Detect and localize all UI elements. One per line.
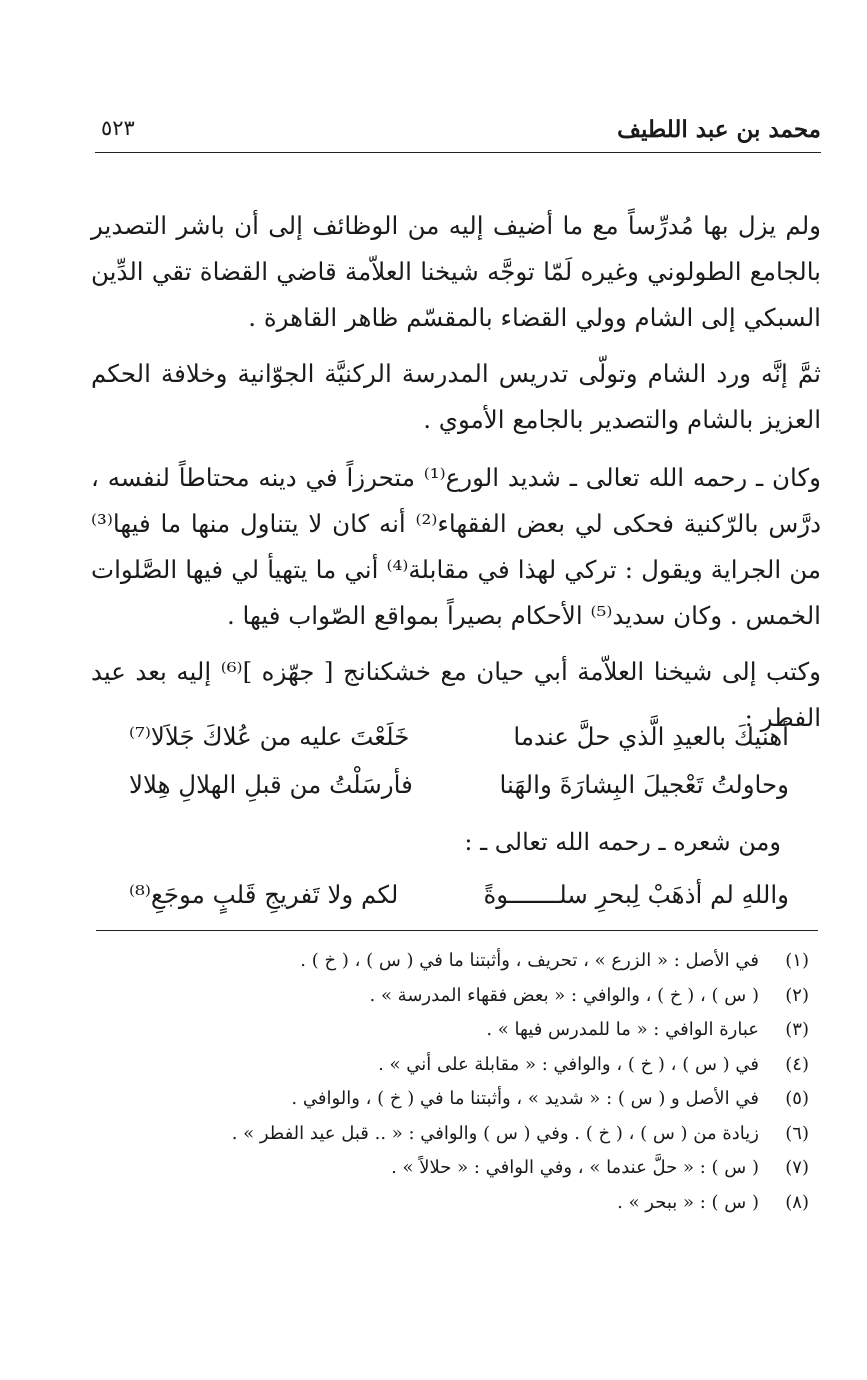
verse-second-hemistich: لكم ولا تَفريجِ قَلبٍ موجَعِ⁽⁸⁾	[129, 880, 399, 909]
verse-line-3	[129, 880, 789, 926]
page-header	[95, 112, 821, 153]
footnote-text: في ( س ) ، ( خ ) ، والوافي : « مقابلة على أني » .	[378, 1053, 759, 1075]
verse-second-hemistich: خَلَعْتَ عليه من عُلاكَ جَلاَلا⁽⁷⁾	[129, 722, 410, 751]
footnote-number: (٦)	[785, 1122, 809, 1144]
paragraph-4: وكتب إلى شيخنا العلاّمة أبي حيان مع خشكنانج [ جهّزه ]⁽⁶⁾ إليه بعد عيد الفطر :	[91, 656, 821, 732]
verse-first-hemistich: واللهِ لم أذهَبْ لِبحرِ سلـــــــوةً	[483, 880, 789, 909]
paragraph-1: ولم يزل بها مُدرِّساً مع ما أضيف إليه من الوظائف إلى أن باشر التصدير بالجامع الطولوني وغيره لَمّا توجَّه شيخنا العلاّمة قاضي القضاة تقي الدِّين السبكي إلى الشام وولي القضاء بالمقسّم ظاهر القاهرة .	[91, 210, 821, 332]
footnote	[49, 1013, 809, 1048]
footnote-text: ( س ) : « حلَّ عندما » ، وفي الوافي : « حلالاً » .	[391, 1157, 759, 1178]
verse-line-2	[129, 770, 789, 816]
footnote	[49, 1151, 809, 1186]
footnote	[49, 1186, 809, 1221]
page-number: ٥٢٣	[101, 116, 135, 140]
footnote-text: في الأصل : « الزرع » ، تحريف ، وأثبتنا ما في ( س ) ، ( خ ) .	[300, 950, 759, 971]
footnote-number: (٨)	[785, 1191, 809, 1213]
poem-intro: ومن شعره ـ رحمه الله تعالى ـ :	[464, 828, 781, 856]
paragraph-3: وكان ـ رحمه الله تعالى ـ شديد الورع⁽¹⁾ متحرزاً في دينه محتاطاً لنفسه ، درَّس بالرّكنية فحكى لي بعض الفقهاء⁽²⁾ أنه كان لا يتناول منها ما فيها⁽³⁾ من الجراية ويقول : تركي لهذا في مقابلة⁽⁴⁾ أني ما يتهيأ لي فيها الصَّلوات الخمس . وكان سديد⁽⁵⁾ الأحكام بصيراً بمواقع الصّواب فيها .	[91, 462, 821, 630]
footnote	[49, 944, 809, 979]
footnote-number: (٧)	[785, 1157, 809, 1178]
verse-first-hemistich: أهنيكَ بالعيدِ الَّذي حلَّ عندما	[513, 722, 789, 751]
footnote-text: ( س ) : « ببحر » .	[617, 1191, 759, 1213]
paragraph-2: ثمَّ إنَّه ورد الشام وتولّى تدريس المدرسة الركنيَّة الجوّانية وخلافة الحكم العزيز بالشام والتصدير بالجامع الأموي .	[91, 358, 821, 434]
footnote-number: (٥)	[785, 1088, 809, 1109]
footnote-text: ( س ) ، ( خ ) ، والوافي : « بعض فقهاء المدرسة » .	[369, 984, 759, 1006]
verse-second-hemistich: فأرسَلْتُ من قبلِ الهلالِ هِلالا	[129, 770, 413, 799]
footnote-number: (٣)	[785, 1019, 809, 1040]
footnotes	[49, 944, 809, 1220]
footnote-number: (٢)	[785, 984, 809, 1006]
footnote-number: (٤)	[785, 1053, 809, 1075]
footnote	[49, 1082, 809, 1117]
footnote-text: زيادة من ( س ) ، ( خ ) . وفي ( س ) والوافي : « .. قبل عيد الفطر » .	[231, 1122, 759, 1144]
verse-line-1	[129, 722, 789, 768]
footnote	[49, 979, 809, 1014]
footnote-number: (١)	[785, 950, 809, 971]
verse-first-hemistich: وحاولتُ تَعْجيلَ البِشارَةَ والهَنا	[499, 770, 789, 799]
running-title: محمد بن عبد اللطيف	[617, 116, 821, 143]
footnote	[49, 1048, 809, 1083]
footnote-text: في الأصل و ( س ) : « شديد » ، وأثبتنا ما في ( خ ) ، والوافي .	[291, 1088, 759, 1109]
footnote-divider	[96, 930, 818, 931]
footnote	[49, 1117, 809, 1152]
footnote-text: عبارة الوافي : « ما للمدرس فيها » .	[486, 1019, 759, 1040]
